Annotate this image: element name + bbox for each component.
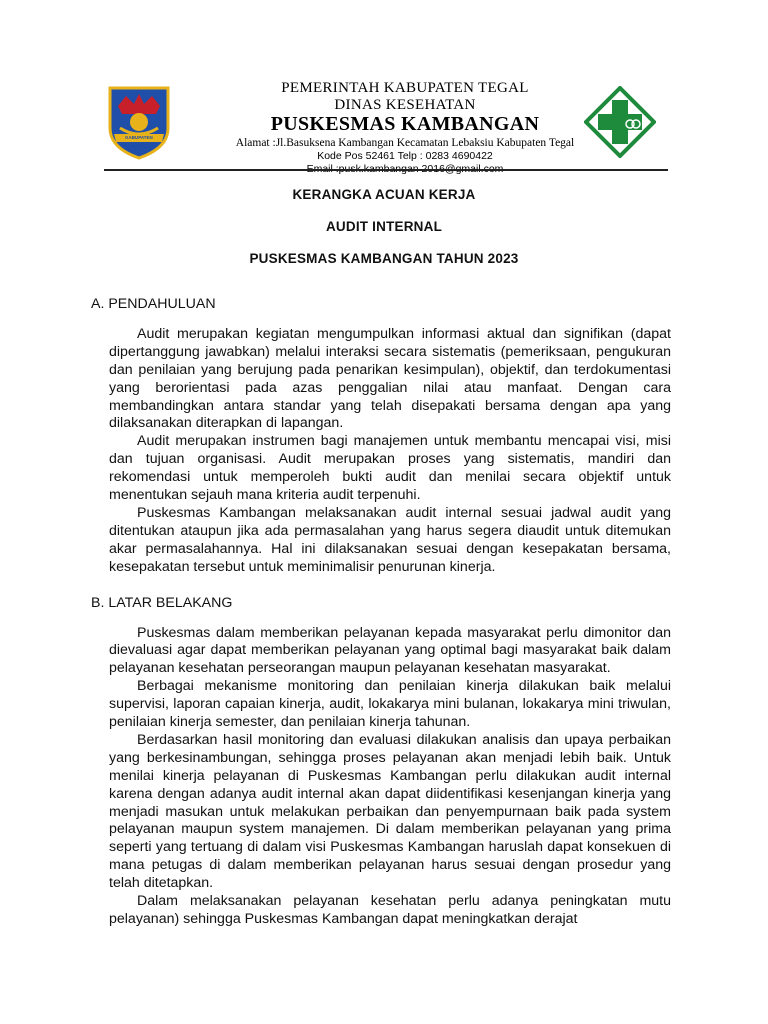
letterhead-divider	[104, 169, 668, 171]
paragraph: Dalam melaksanakan pelayanan kesehatan perlu adanya peningkatan mutu pelayanan) sehingga Puskesmas Kambangan dapat meningkatkan derajat	[109, 893, 671, 927]
section-heading: A. PENDAHULUAN	[91, 296, 216, 312]
emblem-banner-text: KABUPATEN TEGAL	[125, 135, 153, 148]
kabupaten-tegal-emblem-icon	[104, 84, 174, 160]
document-body	[91, 296, 671, 947]
institution-name: PUSKESMAS KAMBANGAN	[270, 113, 540, 135]
letterhead-text	[230, 80, 580, 176]
government-name: PEMERINTAH KABUPATEN TEGAL	[281, 80, 529, 96]
document-title-2: AUDIT INTERNAL	[325, 219, 443, 234]
paragraph: Audit merupakan instrumen bagi manajemen untuk membantu mencapai visi, misi dan tujuan organisasi. Audit merupakan proses yang sistematis, mandiri dan rekomendasi untuk memperoleh bukti audit dan menilai secara objektif untuk menentukan sejauh mana kriteria audit terpenuhi.	[109, 433, 671, 504]
document-title-1: KERANGKA ACUAN KERJA	[292, 187, 476, 202]
paragraph: Puskesmas dalam memberikan pelayanan kepada masyarakat perlu dimonitor dan dievaluasi agar dapat memberikan pelayanan yang optimal bagi masyarakat baik dalam pelayanan kesehatan perseorangan maupun pelayanan kesehatan masyarakat.	[109, 624, 671, 677]
email-line: Email :pusk.kambangan 2016@gmail.com	[306, 163, 504, 175]
section-heading: B. LATAR BELAKANG	[91, 594, 233, 611]
document-titles	[0, 186, 768, 282]
postal-phone-line: Kode Pos 52461 Telp : 0283 4690422	[317, 150, 493, 162]
letterhead	[0, 0, 768, 180]
paragraph: Berbagai mekanisme monitoring dan penilaian kinerja dilakukan baik melalui supervisi, laporan capaian kinerja, audit, lokakarya mini bulanan, lokakarya mini triwulan, penilaian kinerja semester, dan penilaian kinerja tahunan.	[109, 678, 671, 731]
paragraph: Berdasarkan hasil monitoring dan evaluasi dilakukan analisis dan upaya perbaikan yang berkesinambungan, sehingga proses pelayanan akan menjadi lebih baik. Untuk menilai kinerja pelayanan di Puskesmas Kambangan perlu dilakukan audit internal karena dengan adanya audit internal akan dapat diidentifikasi kesenjangan kinerja yang menjadi masukan untuk melakukan perbaikan dan penyempurnaan baik pada system pelayanan maupun system manajemen. Di dalam memberikan pelayanan yang prima seperti yang tertuang di dalam visi Puskesmas Kambangan haruslah dapat konsekuen di mana petugas di dalam memberikan pelayanan harus sesuai dengan prosedur yang telah ditetapkan.	[109, 731, 671, 892]
puskesmas-health-logo-icon	[584, 86, 656, 158]
section-latar-belakang	[91, 595, 671, 929]
paragraph: Audit merupakan kegiatan mengumpulkan informasi aktual dan signifikan (dapat dipertanggung jawabkan) melalui interaksi secara sistematis (pemeriksaan, pengukuran dan penilaian yang berujung pada penarikan kesimpulan), objektif, dan terdokumentasi yang berorientasi pada azas penggalian nilai atau manfaat. Dengan cara membandingkan antara standar yang telah disepakati bersama dengan apa yang dilaksanakan diterapkan di lapangan.	[109, 325, 671, 432]
address-line: Alamat :Jl.Basuksena Kambangan Kecamatan Lebaksiu Kabupaten Tegal	[235, 137, 575, 149]
document-title-3: PUSKESMAS KAMBANGAN TAHUN 2023	[249, 251, 519, 266]
department-name: DINAS KESEHATAN	[334, 97, 476, 113]
section-pendahuluan	[91, 296, 671, 577]
paragraph: Puskesmas Kambangan melaksanakan audit internal sesuai jadwal audit yang ditentukan ataupun jika ada permasalahan yang harus segera diaudit untuk ditemukan akar permasalahannya. Hal ini dilaksanakan sesuai dengan kesepakatan bersama, kesepakatan tersebut untuk meminimalisir penurunan kinerja.	[109, 504, 671, 575]
